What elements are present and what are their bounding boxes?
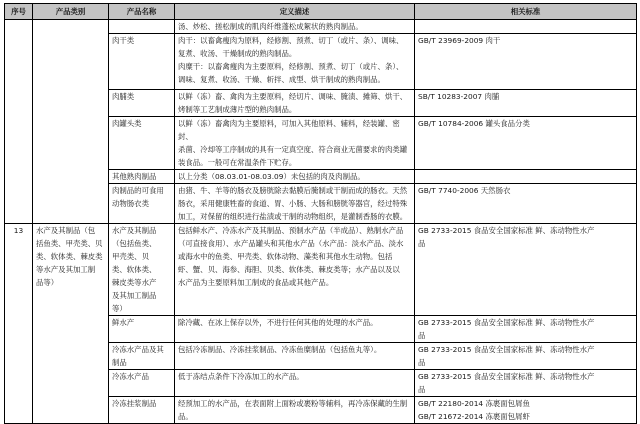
definition-cell: 以鲜（冻）畜禽肉为主要原料，可加入其他原料、辅料，经装罐、密封、 杀菌、冷却等工序制成的具有一定真空度、符合商业无菌要求的肉类罐 装食品。一般可在常温条件下贮存。 xyxy=(175,117,415,170)
name-cell: 鲜水产 xyxy=(109,316,175,343)
name-cell: 肉脯类 xyxy=(109,90,175,117)
standard-cell: GB/T 7740-2006 天然肠衣 xyxy=(415,184,637,224)
standard-cell: GB 2733-2015 食品安全国家标准 鲜、冻动物性水产 品 xyxy=(415,343,637,370)
standard-cell: GB/T 23969-2009 肉干 xyxy=(415,34,637,90)
header-row xyxy=(5,4,637,20)
seq-cell xyxy=(5,20,33,224)
definition-cell: 除冷藏、在冰上保存以外，不进行任何其他的处理的水产品。 xyxy=(175,316,415,343)
definition-cell: 低于冻结点条件下冷冻加工的水产品。 xyxy=(175,370,415,397)
standard-cell xyxy=(415,170,637,184)
definition-cell: 包括冷冻制品、冷冻挂浆制品、冷冻鱼糜制品（包括鱼丸等）。 xyxy=(175,343,415,370)
seq-cell: 13 xyxy=(5,224,33,424)
definition-cell: 肉干：以畜禽瘦肉为原料，经修割、预煮、切丁（或片、条）、调味、 复煮、收汤、干燥制成的熟肉制品。 肉糜干：以畜禽瘦肉为主要原料，经修割、预煮、切丁（或片、条）、 调味、复煮、收汤、干燥、斩拌、成型、烘干制成的熟肉制品。 xyxy=(175,34,415,90)
name-cell: 冷冻水产品 xyxy=(109,370,175,397)
header-seq: 序号 xyxy=(5,4,33,20)
header-category: 产品类别 xyxy=(33,4,109,20)
name-cell: 冷冻水产品及其 制品 xyxy=(109,343,175,370)
name-cell: 水产及其制品 （包括鱼类、 甲壳类、贝 类、软体类、 棘皮类等水产 及其加工制品 等） xyxy=(109,224,175,316)
standard-cell: GB 2733-2015 食品安全国家标准 鲜、冻动物性水产 品 xyxy=(415,370,637,397)
header-definition: 定义描述 xyxy=(175,4,415,20)
standard-cell: GB/T 22180-2014 冻裹面包屑鱼 GB/T 21672-2014 冻裹面包屑虾 xyxy=(415,397,637,424)
standard-cell xyxy=(415,20,637,34)
table-row xyxy=(5,224,637,316)
definition-cell: 以鲜（冻）畜、禽肉为主要原料，经切片、调味、腌渍、摊筛、烘干、 烤制等工艺制成薄片型的熟肉制品。 xyxy=(175,90,415,117)
name-cell xyxy=(109,20,175,34)
header-standard: 相关标准 xyxy=(415,4,637,20)
standard-cell: GB 2733-2015 食品安全国家标准 鲜、冻动物性水产 品 xyxy=(415,316,637,343)
name-cell: 其他熟肉制品 xyxy=(109,170,175,184)
table-row xyxy=(5,20,637,34)
definition-cell: 以上分类（08.03.01-08.03.09）未包括的肉及肉制品。 xyxy=(175,170,415,184)
definition-cell: 包括鲜水产、冷冻水产及其制品、预制水产品（半成品）、熟制水产品 （可直接食用）、水产品罐头和其他水产品（水产品：淡水产品、淡水 或海水中的鱼类、甲壳类、软体动物、藻类和其他水生动物。包括 虾、蟹、贝、海参、海胆、贝类、软体类、棘皮类等；水产品以及以 水产品为主要原料加工制成的食品或其他产品。 xyxy=(175,224,415,316)
definition-cell: 经预加工的水产品，在表面附上面粉或裹粉等辅料，再冷冻保藏的生制 品。 xyxy=(175,397,415,424)
standards-table xyxy=(4,3,637,424)
category-cell: 水产及其制品（包 括鱼类、甲壳类、贝 类、软体类、棘皮类 等水产及其加工制 品等） xyxy=(33,224,109,424)
category-cell xyxy=(33,20,109,224)
definition-cell: 由猪、牛、羊等的肠衣及膀胱除去黏膜后腌制或干制而成的肠衣。天然 肠衣，采用健康牲畜的食道、胃、小肠、大肠和膀胱等器官，经过特殊 加工，对保留的组织进行盐渍或干制的动物组织，是灌制香肠的衣膜。 xyxy=(175,184,415,224)
definition-cell: 汤、炒松、搓松制成的肌肉纤维蓬松成絮状的熟肉制品。 xyxy=(175,20,415,34)
header-name: 产品名称 xyxy=(109,4,175,20)
name-cell: 肉罐头类 xyxy=(109,117,175,170)
name-cell: 冷冻挂浆制品 xyxy=(109,397,175,424)
name-cell: 肉干类 xyxy=(109,34,175,90)
standard-cell: GB/T 10784-2006 罐头食品分类 xyxy=(415,117,637,170)
standard-cell: GB 2733-2015 食品安全国家标准 鲜、冻动物性水产 品 xyxy=(415,224,637,316)
standard-cell: SB/T 10283-2007 肉脯 xyxy=(415,90,637,117)
name-cell: 肉制品的可食用 动物肠衣类 xyxy=(109,184,175,224)
